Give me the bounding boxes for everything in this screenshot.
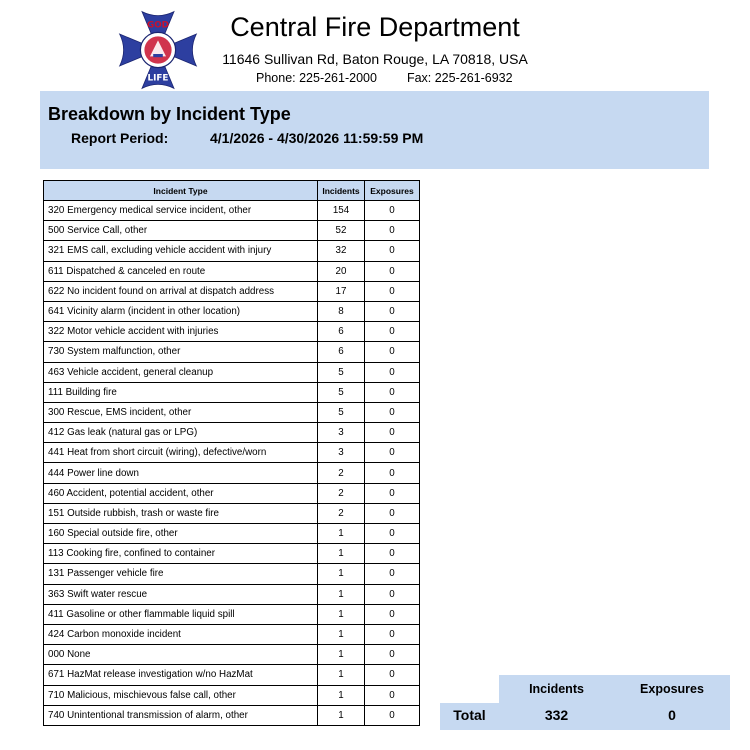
exposures-count-cell: 0: [365, 604, 420, 624]
totals-row: [440, 703, 730, 730]
incident-type-cell: 160 Special outside fire, other: [44, 524, 318, 544]
incident-type-cell: 463 Vehicle accident, general cleanup: [44, 362, 318, 382]
totals-header: [499, 675, 730, 703]
incident-type-cell: 460 Accident, potential accident, other: [44, 483, 318, 503]
table-body: [44, 201, 420, 726]
exposures-count-cell: 0: [365, 241, 420, 261]
exposures-count-cell: 0: [365, 564, 420, 584]
exposures-count-cell: 0: [365, 624, 420, 644]
exposures-count-cell: 0: [365, 544, 420, 564]
total-exposures-value: 0: [668, 707, 676, 723]
table-row: [44, 443, 420, 463]
logo-text-bottom: LIFE: [147, 73, 169, 84]
incidents-count-cell: 2: [318, 483, 365, 503]
exposures-count-cell: 0: [365, 221, 420, 241]
column-header-exposures: Exposures: [365, 181, 420, 201]
incidents-count-cell: 3: [318, 423, 365, 443]
phone-number: Phone: 225-261-2000: [256, 71, 377, 85]
table-row: [44, 261, 420, 281]
exposures-count-cell: 0: [365, 665, 420, 685]
incidents-count-cell: 5: [318, 402, 365, 422]
incidents-count-cell: 1: [318, 645, 365, 665]
table-row: [44, 281, 420, 301]
incidents-count-cell: 1: [318, 705, 365, 725]
incident-type-cell: 320 Emergency medical service incident, other: [44, 201, 318, 221]
incidents-count-cell: 1: [318, 604, 365, 624]
department-contact: [256, 70, 513, 86]
incident-type-table: [43, 180, 420, 726]
exposures-count-cell: 0: [365, 362, 420, 382]
exposures-count-cell: 0: [365, 645, 420, 665]
table-row: [44, 402, 420, 422]
exposures-count-cell: 0: [365, 301, 420, 321]
incidents-count-cell: 8: [318, 301, 365, 321]
table-row: [44, 322, 420, 342]
exposures-count-cell: 0: [365, 705, 420, 725]
department-logo: [118, 10, 198, 90]
incidents-count-cell: 154: [318, 201, 365, 221]
table-row: [44, 241, 420, 261]
incidents-count-cell: 1: [318, 524, 365, 544]
incidents-count-cell: 1: [318, 584, 365, 604]
exposures-count-cell: 0: [365, 423, 420, 443]
incident-type-cell: 151 Outside rubbish, trash or waste fire: [44, 503, 318, 523]
table-row: [44, 524, 420, 544]
maltese-cross-icon: [118, 10, 198, 90]
totals-label: Total: [453, 707, 486, 723]
exposures-count-cell: 0: [365, 261, 420, 281]
incident-type-cell: 300 Rescue, EMS incident, other: [44, 402, 318, 422]
fax-number: Fax: 225-261-6932: [406, 71, 513, 85]
table-row: [44, 645, 420, 665]
incident-type-cell: 740 Unintentional transmission of alarm, other: [44, 705, 318, 725]
incidents-count-cell: 1: [318, 685, 365, 705]
table-row: [44, 705, 420, 725]
incident-type-cell: 363 Swift water rescue: [44, 584, 318, 604]
incidents-count-cell: 3: [318, 443, 365, 463]
table-row: [44, 201, 420, 221]
table-row: [44, 624, 420, 644]
incident-type-cell: 444 Power line down: [44, 463, 318, 483]
table-row: [44, 685, 420, 705]
table-row: [44, 301, 420, 321]
table-row: [44, 342, 420, 362]
table-row: [44, 604, 420, 624]
incidents-count-cell: 6: [318, 342, 365, 362]
table-row: [44, 584, 420, 604]
department-address: 11646 Sullivan Rd, Baton Rouge, LA 70818, USA: [222, 51, 528, 67]
exposures-count-cell: 0: [365, 443, 420, 463]
incidents-count-cell: 17: [318, 281, 365, 301]
exposures-count-cell: 0: [365, 382, 420, 402]
incidents-count-cell: 2: [318, 463, 365, 483]
incidents-count-cell: 1: [318, 564, 365, 584]
incident-type-cell: 730 System malfunction, other: [44, 342, 318, 362]
table-row: [44, 503, 420, 523]
incident-type-cell: 622 No incident found on arrival at dispatch address: [44, 281, 318, 301]
incidents-count-cell: 6: [318, 322, 365, 342]
report-period-value: 4/1/2026 - 4/30/2026 11:59:59 PM: [210, 130, 424, 146]
incident-type-cell: 000 None: [44, 645, 318, 665]
incident-type-cell: 131 Passenger vehicle fire: [44, 564, 318, 584]
department-title: Central Fire Department: [230, 12, 520, 42]
table-header-row: [44, 181, 420, 201]
exposures-count-cell: 0: [365, 322, 420, 342]
incident-type-cell: 113 Cooking fire, confined to container: [44, 544, 318, 564]
table-row: [44, 221, 420, 241]
incidents-count-cell: 5: [318, 382, 365, 402]
incident-type-cell: 641 Vicinity alarm (incident in other location): [44, 301, 318, 321]
incident-type-cell: 424 Carbon monoxide incident: [44, 624, 318, 644]
incident-type-cell: 710 Malicious, mischievous false call, other: [44, 685, 318, 705]
table-row: [44, 382, 420, 402]
incidents-count-cell: 5: [318, 362, 365, 382]
column-header-incidents: Incidents: [318, 181, 365, 201]
table-row: [44, 483, 420, 503]
table-row: [44, 463, 420, 483]
exposures-count-cell: 0: [365, 402, 420, 422]
table-row: [44, 362, 420, 382]
exposures-count-cell: 0: [365, 685, 420, 705]
exposures-count-cell: 0: [365, 483, 420, 503]
exposures-count-cell: 0: [365, 201, 420, 221]
exposures-count-cell: 0: [365, 503, 420, 523]
incidents-count-cell: 1: [318, 665, 365, 685]
exposures-count-cell: 0: [365, 584, 420, 604]
table-row: [44, 564, 420, 584]
report-banner: [40, 91, 709, 169]
totals-incidents-label: Incidents: [529, 682, 584, 696]
total-incidents-value: 332: [544, 707, 569, 723]
exposures-count-cell: 0: [365, 342, 420, 362]
table-row: [44, 544, 420, 564]
incidents-count-cell: 52: [318, 221, 365, 241]
logo-text-top: GOD: [146, 20, 170, 31]
totals-exposures-label: Exposures: [640, 682, 704, 696]
incidents-count-cell: 20: [318, 261, 365, 281]
incidents-count-cell: 2: [318, 503, 365, 523]
incident-type-cell: 412 Gas leak (natural gas or LPG): [44, 423, 318, 443]
incident-type-cell: 322 Motor vehicle accident with injuries: [44, 322, 318, 342]
table-row: [44, 665, 420, 685]
incident-type-cell: 321 EMS call, excluding vehicle accident with injury: [44, 241, 318, 261]
incidents-count-cell: 32: [318, 241, 365, 261]
incident-type-cell: 611 Dispatched & canceled en route: [44, 261, 318, 281]
exposures-count-cell: 0: [365, 463, 420, 483]
incidents-count-cell: 1: [318, 544, 365, 564]
report-title: Breakdown by Incident Type: [48, 104, 291, 124]
incidents-count-cell: 1: [318, 624, 365, 644]
incident-type-cell: 500 Service Call, other: [44, 221, 318, 241]
incident-type-cell: 441 Heat from short circuit (wiring), defective/worn: [44, 443, 318, 463]
incident-type-cell: 111 Building fire: [44, 382, 318, 402]
incident-type-cell: 671 HazMat release investigation w/no HazMat: [44, 665, 318, 685]
incident-type-cell: 411 Gasoline or other flammable liquid spill: [44, 604, 318, 624]
column-header-incident-type: Incident Type: [44, 181, 318, 201]
exposures-count-cell: 0: [365, 281, 420, 301]
table-row: [44, 423, 420, 443]
exposures-count-cell: 0: [365, 524, 420, 544]
report-period-label: Report Period:: [71, 130, 169, 146]
